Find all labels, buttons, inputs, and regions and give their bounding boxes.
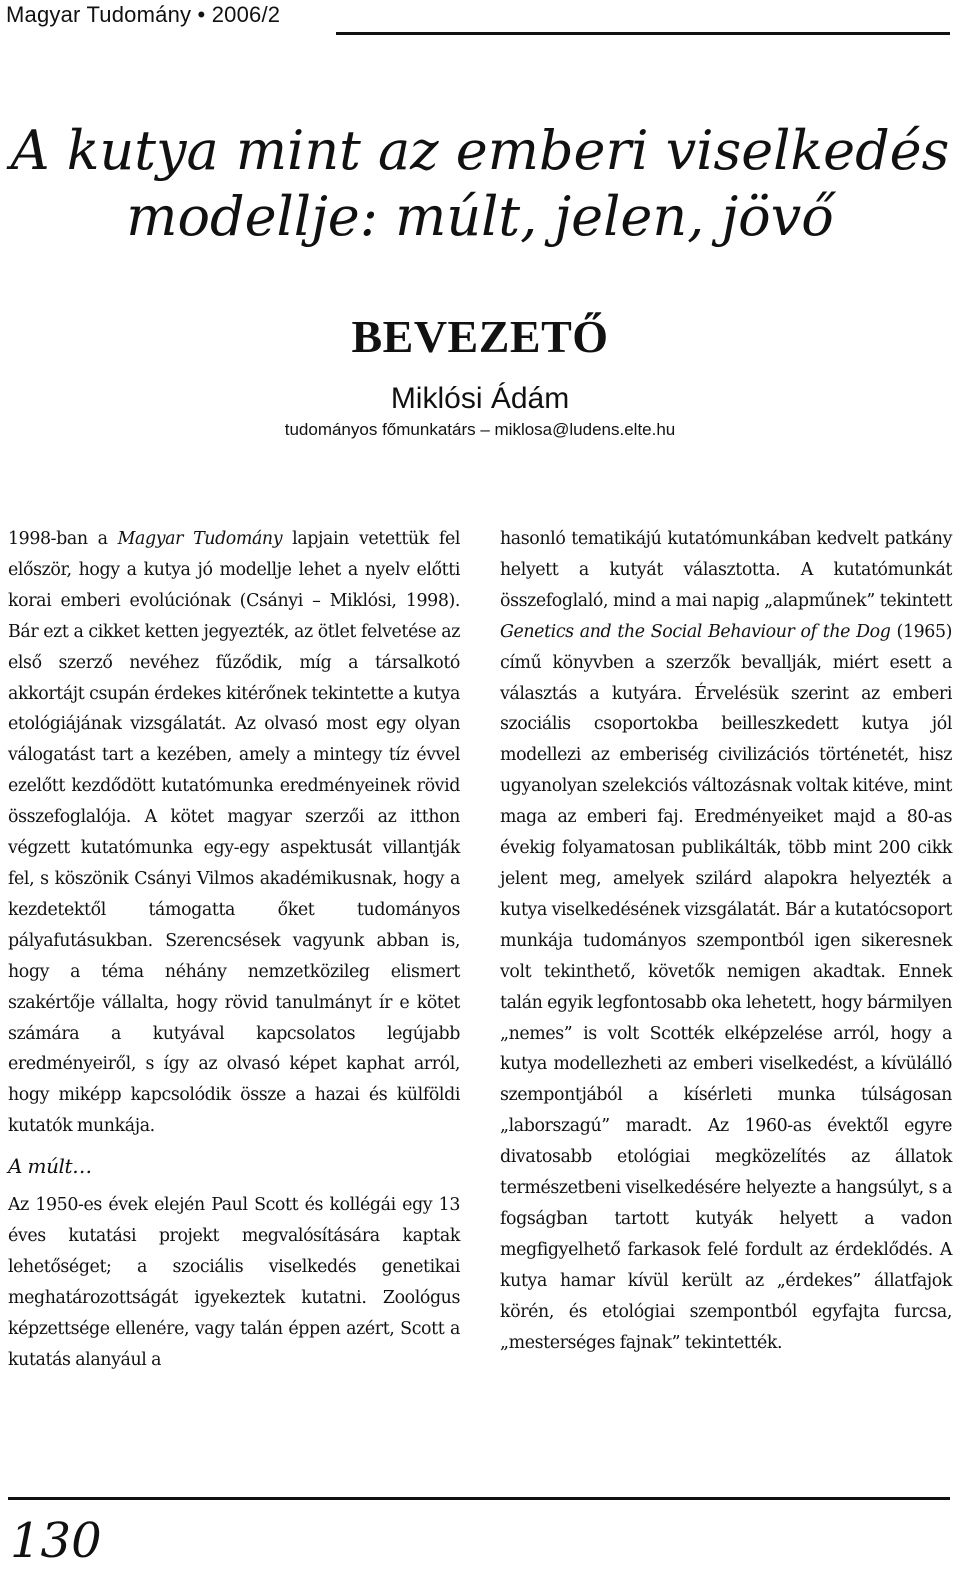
footer-rule [8, 1497, 950, 1500]
title-line-1: A kutya mint az emberi viselkedés [10, 119, 950, 182]
journal-name-italic: Magyar Tudomány [117, 529, 283, 549]
text-run: (1965) című könyvben a szerzők bevallják, miért esett a választás a kutyára. Érvelésük szerint az emberi szociális csoportokba beilleszkedett kutya jól modellezi az emberiség civilizációs történetét, hisz ugyanolyan szelekciós változásnak voltak kitéve, mint maga az emberi faj. Eredményeiket majd a 80-as évekig folyamatosan publikálták, több mint 200 cikk jelent meg, amelyek szilárd alapokra helyezték a kutya viselkedésének vizsgálatát. Bár a kutatócsoport munkája tudományos szempontból igen sikeresnek volt tekinthető, követők nemigen akadtak. Ennek talán egyik legfontosabb oka lehetett, hogy bármilyen „nemes” is volt Scotték elképzelése arról, hogy a kutya modellezheti az emberi viselkedést, a kívülálló szempontjából a kísérleti munka túlságosan „laborszagú” maradt. Az 1960-as évektől egyre divatosabb etológiai megközelítés az állatok természetbeni viselkedésére helyezte a hangsúlyt, s a fogságban tartott kutyák helyett a vadon megfigyelhető farkasok felé fordult az érdeklődés. A kutya hamar kívül került az „érdekes” állatfajok körén, és etológiai szempontból egyfajta furcsa, „mesterséges fajnak” tekintették. [500, 621, 952, 1353]
author-name: Miklósi Ádám [390, 382, 570, 415]
left-column [8, 524, 460, 1376]
article-title [0, 118, 960, 250]
text-run: hasonló tematikájú kutatómunkában kedvelt patkány helyett a kutyát választotta. A kutatómunkát összefoglaló, mind a mai napig „alapműnek” tekintett [500, 529, 952, 611]
author-affiliation: tudományos főmunkatárs – miklosa@ludens.elte.hu [284, 420, 676, 439]
book-title-italic: Genetics and the Social Behaviour of the Dog [500, 621, 891, 642]
title-line-2: modellje: múlt, jelen, jövő [126, 185, 834, 248]
text-run: 1998-ban a [8, 529, 118, 549]
subheading-past: A múlt… [8, 1154, 92, 1179]
running-header [0, 0, 960, 36]
right-column [500, 524, 952, 1358]
text-run: lapjain vetettük fel először, hogy a kutya jó modellje lehet a nyelv előtti korai emberi evolúciónak (Csányi – Miklósi, 1998). Bár ezt a cikket ketten jegyezték, az ötlet felvetése az első szerző nevéhez fűződik, míg a társalkotó akkortájt csupán érdekes kitérőnek tekintette a kutya etológiájának vizsgálatát. Az olvasó most egy olyan válogatást tart a kezében, amely a mintegy tíz évvel ezelőtt kezdődött kutatómunka eredményeinek rövid összefoglalója. A kötet magyar szerzői az itthon végzett kutatómunka egy-egy aspektusát villantják fel, s köszönik Csányi Vilmos akadémikusnak, hogy a kezdetektől támogatta őket tudományos pályafutásukban. Szerencsések vagyunk abban is, hogy a téma néhány nemzetközileg elismert szakértője vállalta, hogy rövid tanulmányt ír e kötet számára a kutyával kapcsolatos legújabb eredményeiről, s így az olvasó képet kaphat arról, hogy miképp kapcsolódik össze a hazai és külföldi kutatók munkája. [8, 529, 460, 1137]
page-number: 130 [10, 1513, 102, 1569]
paragraph-continued [500, 524, 952, 1358]
section-heading: BEVEZETŐ [351, 311, 609, 362]
journal-issue: Magyar Tudomány • 2006/2 [6, 2, 281, 27]
header-rule [336, 32, 950, 35]
paragraph-past: Az 1950-es évek elején Paul Scott és kollégái egy 13 éves kutatási projekt megvalósítására kaptak lehetőséget; a szociális viselkedés genetikai meghatározottságát igyekeztek kutatni. Zoológus képzettsége ellenére, vagy talán éppen azért, Scott a kutatás alanyául a [8, 1195, 460, 1370]
paragraph-intro [8, 524, 460, 1142]
